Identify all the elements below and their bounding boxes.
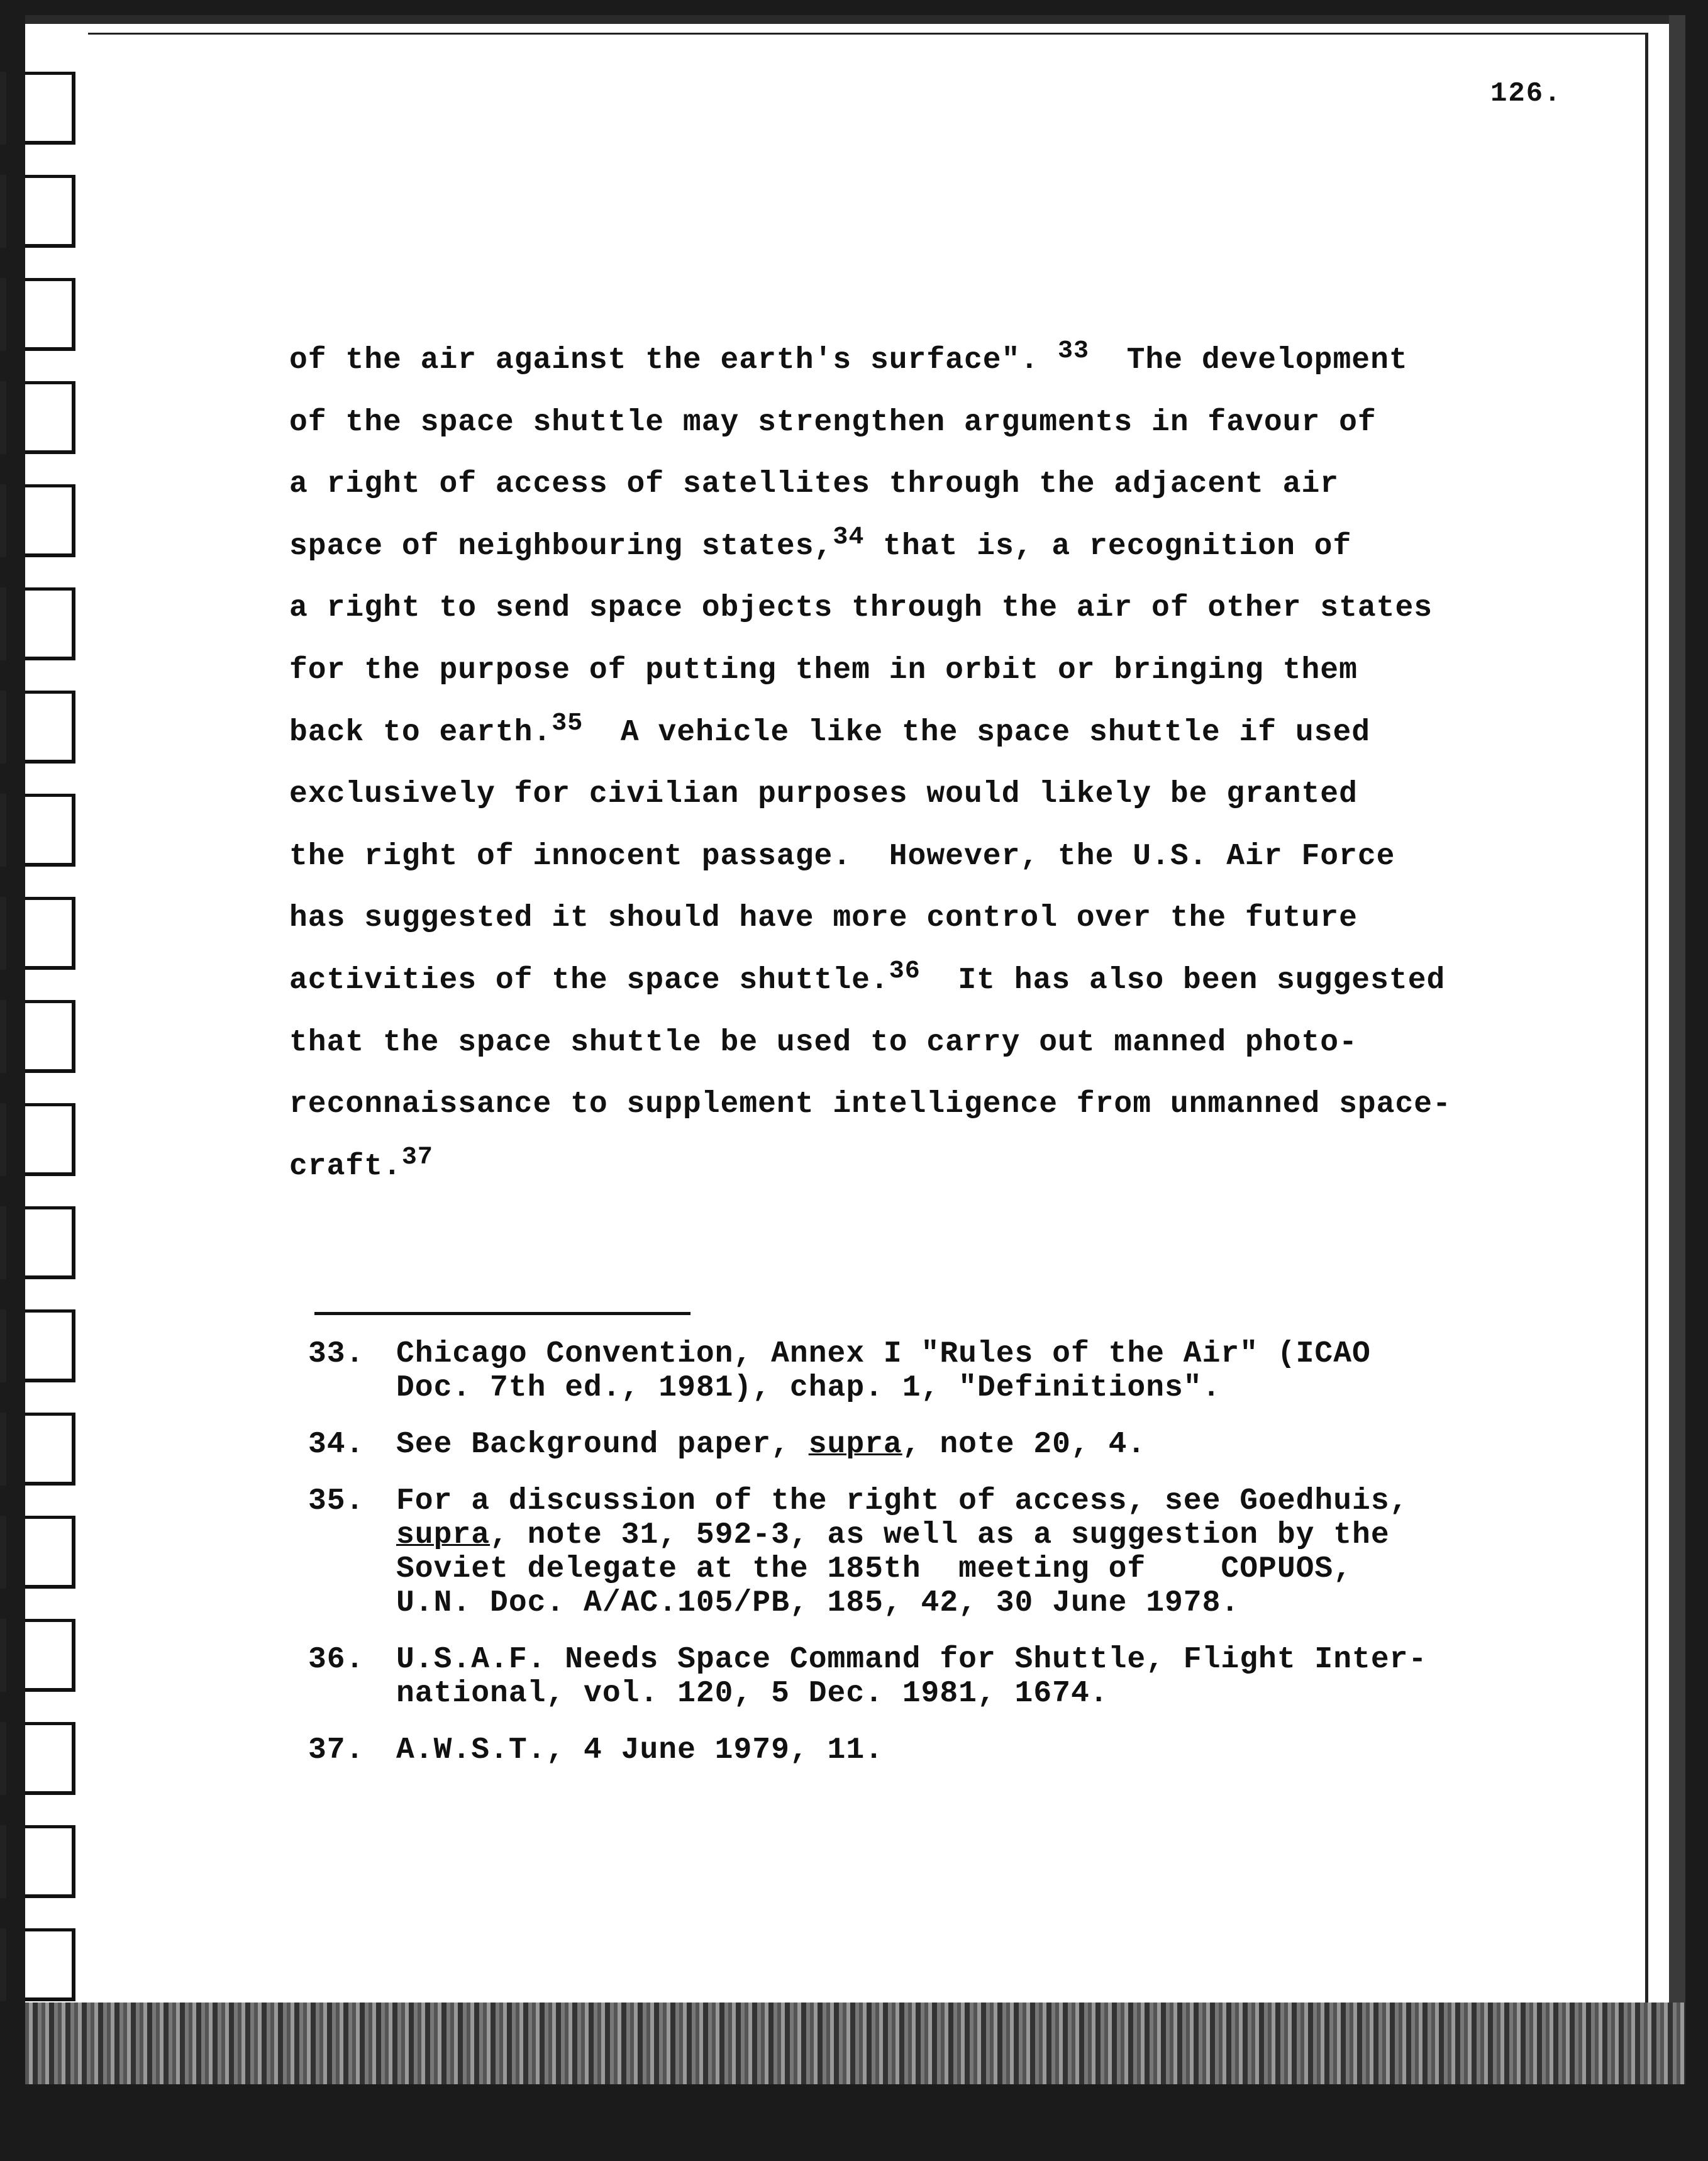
binding-hole xyxy=(25,897,94,972)
binding-hole xyxy=(25,794,94,869)
body-line xyxy=(289,577,1522,640)
body-line-text: a right of access of satellites through the adjacent air xyxy=(289,467,1339,502)
binding-hole xyxy=(25,381,94,457)
binding-hole xyxy=(25,691,94,766)
binding-hole xyxy=(25,1722,94,1797)
body-line xyxy=(289,516,1522,578)
body-line xyxy=(289,330,1522,392)
binding-hole xyxy=(25,1309,94,1385)
footnote xyxy=(308,1733,1503,1767)
body-line-text: reconnaissance to supplement intelligence from unmanned space- xyxy=(289,1087,1451,1122)
footnote xyxy=(308,1428,1503,1462)
footnote xyxy=(308,1337,1503,1405)
body-text xyxy=(289,330,1522,1197)
footnote-marker: 33 xyxy=(1058,337,1090,365)
binding-hole xyxy=(25,1825,94,1901)
footnotes xyxy=(308,1337,1503,1790)
footnote-number: 34. xyxy=(308,1428,365,1462)
footnote-text: A.W.S.T., 4 June 1979, 11. xyxy=(396,1733,884,1767)
footnote-marker: 35 xyxy=(552,709,584,738)
binding-hole xyxy=(25,1928,94,2004)
footnote-text: Chicago Convention, Annex I "Rules of the Air" (ICAO Doc. 7th ed., 1981), chap. 1, "Definitions". xyxy=(396,1337,1371,1405)
body-line-text: exclusively for civilian purposes would likely be granted xyxy=(289,777,1358,812)
footnote-number: 37. xyxy=(308,1733,365,1767)
footnote-marker: 36 xyxy=(889,957,921,986)
body-line xyxy=(289,950,1522,1012)
body-line-text: the right of innocent passage. However, the U.S. Air Force xyxy=(289,839,1395,874)
page-right-edge xyxy=(1669,15,1685,2084)
body-line-text: that is, a recognition of xyxy=(864,529,1352,564)
footnote xyxy=(308,1484,1503,1620)
page-top-edge xyxy=(25,15,1685,24)
body-line-text: that the space shuttle be used to carry out manned photo- xyxy=(289,1025,1358,1060)
binding-hole xyxy=(25,484,94,560)
footnote-number: 36. xyxy=(308,1643,365,1677)
binding-hole xyxy=(25,1206,94,1282)
body-line-text: a right to send space objects through the air of other states xyxy=(289,591,1433,626)
body-line-text: It has also been suggested xyxy=(920,963,1446,997)
body-line xyxy=(289,1136,1522,1198)
body-line-text: has suggested it should have more control over the future xyxy=(289,901,1358,936)
footnote-text: See Background paper, supra, note 20, 4. xyxy=(396,1428,1146,1462)
body-line-text: for the purpose of putting them in orbit or bringing them xyxy=(289,653,1358,687)
binding-hole xyxy=(25,72,94,147)
body-line xyxy=(289,887,1522,950)
binding-hole xyxy=(25,278,94,353)
body-line xyxy=(289,640,1522,702)
body-line-text: of the air against the earth's surface". xyxy=(289,343,1058,377)
binding-holes xyxy=(25,72,101,2021)
body-line xyxy=(289,764,1522,826)
body-line xyxy=(289,702,1522,764)
binding-hole xyxy=(25,1413,94,1488)
binding-hole xyxy=(25,1000,94,1075)
binding-hole xyxy=(25,1619,94,1694)
footnote-number: 33. xyxy=(308,1337,365,1371)
document-page xyxy=(25,15,1685,2084)
body-line-text: of the space shuttle may strengthen arguments in favour of xyxy=(289,405,1377,440)
body-line-text: space of neighbouring states, xyxy=(289,529,833,564)
body-line xyxy=(289,1012,1522,1074)
footnote-text: U.S.A.F. Needs Space Command for Shuttle, Flight Inter- national, vol. 120, 5 Dec. 1981, 1674. xyxy=(396,1643,1428,1711)
footnote-text: For a discussion of the right of access, see Goedhuis, supra, note 31, 592-3, as well as a suggestion by the Soviet delegate at the 185th meeting of COPUOS, U.N. Doc. A/AC.105/PB, 185, 42, 30 June 1978. xyxy=(396,1484,1409,1620)
binding-hole xyxy=(25,1516,94,1591)
binding-hole xyxy=(25,1103,94,1179)
footnote xyxy=(308,1643,1503,1711)
page-bottom-edge xyxy=(25,2003,1685,2084)
body-line-text: activities of the space shuttle. xyxy=(289,963,889,997)
footnote-number: 35. xyxy=(308,1484,365,1518)
body-line xyxy=(289,453,1522,516)
body-line xyxy=(289,392,1522,454)
binding-hole xyxy=(25,175,94,250)
footnote-marker: 37 xyxy=(401,1143,433,1172)
page-number: 126. xyxy=(1490,78,1562,109)
binding-hole xyxy=(25,587,94,663)
body-line-text: back to earth. xyxy=(289,715,552,750)
body-line xyxy=(289,826,1522,888)
body-line-text: craft. xyxy=(289,1149,402,1184)
body-line-text: The development xyxy=(1089,343,1408,377)
footnote-marker: 34 xyxy=(833,523,865,552)
footnote-rule xyxy=(314,1312,690,1315)
body-line-text: A vehicle like the space shuttle if used xyxy=(583,715,1371,750)
body-line xyxy=(289,1074,1522,1136)
